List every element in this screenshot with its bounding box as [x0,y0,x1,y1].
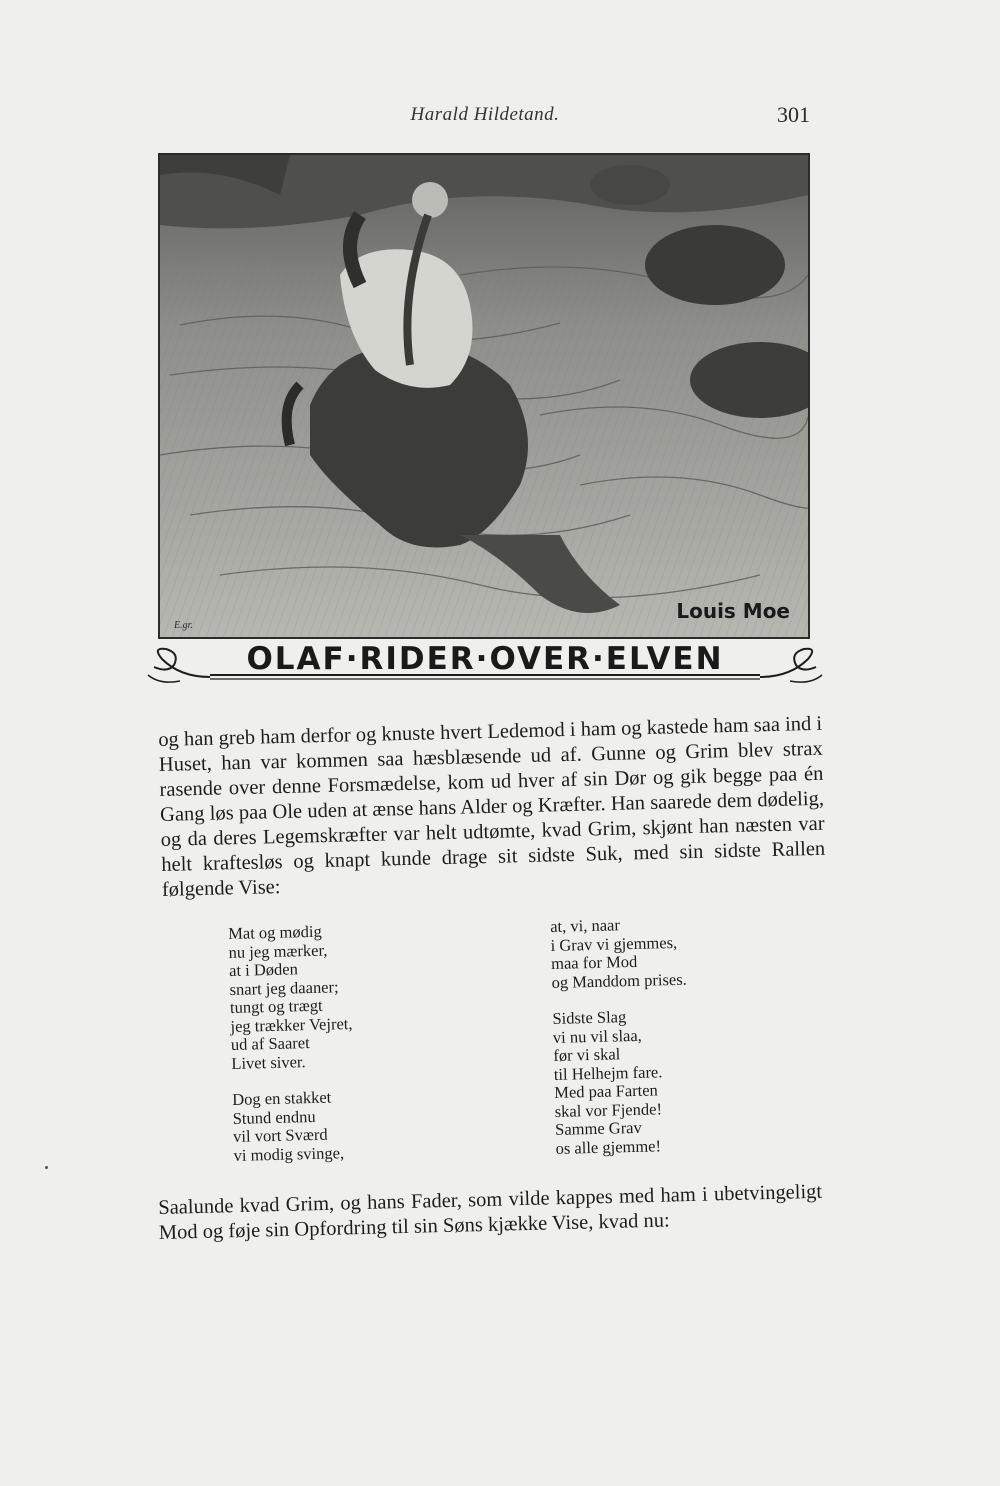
poem-line: Samme Grav [554,1117,642,1139]
running-title: Harald Hildetand. [410,104,560,125]
paragraph-text: og han greb ham derfor og knuste hvert Ledemod i ham og kastede ham saa ind i Huset, han var kommen saa hæsblæsende ud af. Gunne og Grim blev strax rasende over denne Forsmædelse, kom ud hver af sin Dør og gik begge paa én Gang løs paa Ole uden at ænse hans Alder og Kræfter. Han saarede dem dødelig, og da deres Legemskræfter var helt udtømte, kvad Grim, skjønt han næsten var helt kraftesløs og knapt kunde drage sit sidste Suk, med sin sidste Rallen følgende Vise: [158,712,826,901]
running-head [160,104,810,134]
illustration-rider-crossing-river [158,153,810,639]
caption-banner [140,637,830,689]
poem-column-left [228,922,356,1183]
poem-line: jeg trækker Vejret, [230,1013,353,1036]
poem-column-right [550,915,691,1176]
page-number: 301 [777,102,810,127]
body-paragraph-2 [158,1180,823,1246]
poem-line: vi nu vil slaa, [552,1025,643,1047]
poem-line: at, vi, naar [549,915,621,936]
poem-line: maa for Mod [550,951,638,973]
paragraph-text: Saalunde kvad Grim, og hans Fader, som vilde kappes med ham i ubetvingeligt Mod og føje sin Opfordring til sin Søns kjække Vise, kvad nu: [158,1180,823,1244]
poem-line: før vi skal [553,1044,621,1065]
poem-line: nu jeg mærker, [228,940,328,962]
engraver-mark: E.gr. [174,620,193,631]
poem-stanza [228,922,354,1073]
poem-line: Mat og mødig [227,921,322,943]
poem-line: vi modig svinge, [233,1142,345,1165]
poem-line: Dog en stakket [232,1087,332,1109]
paper-speck [45,1166,48,1169]
poem-line: Stund endnu [232,1106,316,1128]
body-paragraph-1 [158,712,826,903]
poem-line: vil vort Sværd [232,1124,328,1146]
poem-line: tungt og trægt [229,995,323,1017]
poem-stanza [552,1007,691,1158]
poem-line: ud af Saaret [230,1033,310,1054]
poem-line: til Helhejm fare. [553,1061,663,1084]
poem-line: at i Døden [228,959,299,980]
poem-line: i Grav vi gjemmes, [550,932,678,955]
illustration-drawing [160,155,808,637]
poem-line: Med paa Farten [554,1080,659,1102]
poem-line: Sidste Slag [552,1007,627,1028]
poem-line: skal vor Fjende! [554,1098,663,1121]
poem-line: snart jeg daaner; [229,976,339,999]
caption-title: OLAF·RIDER·OVER·ELVEN [246,641,724,677]
poem-stanza [550,915,687,992]
poem-line: Livet siver. [231,1051,306,1073]
poem-line: og Manddom prises. [551,969,687,992]
poem-stanza [232,1088,356,1165]
artist-signature: Louis Moe [676,599,790,623]
poem-line: os alle gjemme! [555,1135,662,1158]
